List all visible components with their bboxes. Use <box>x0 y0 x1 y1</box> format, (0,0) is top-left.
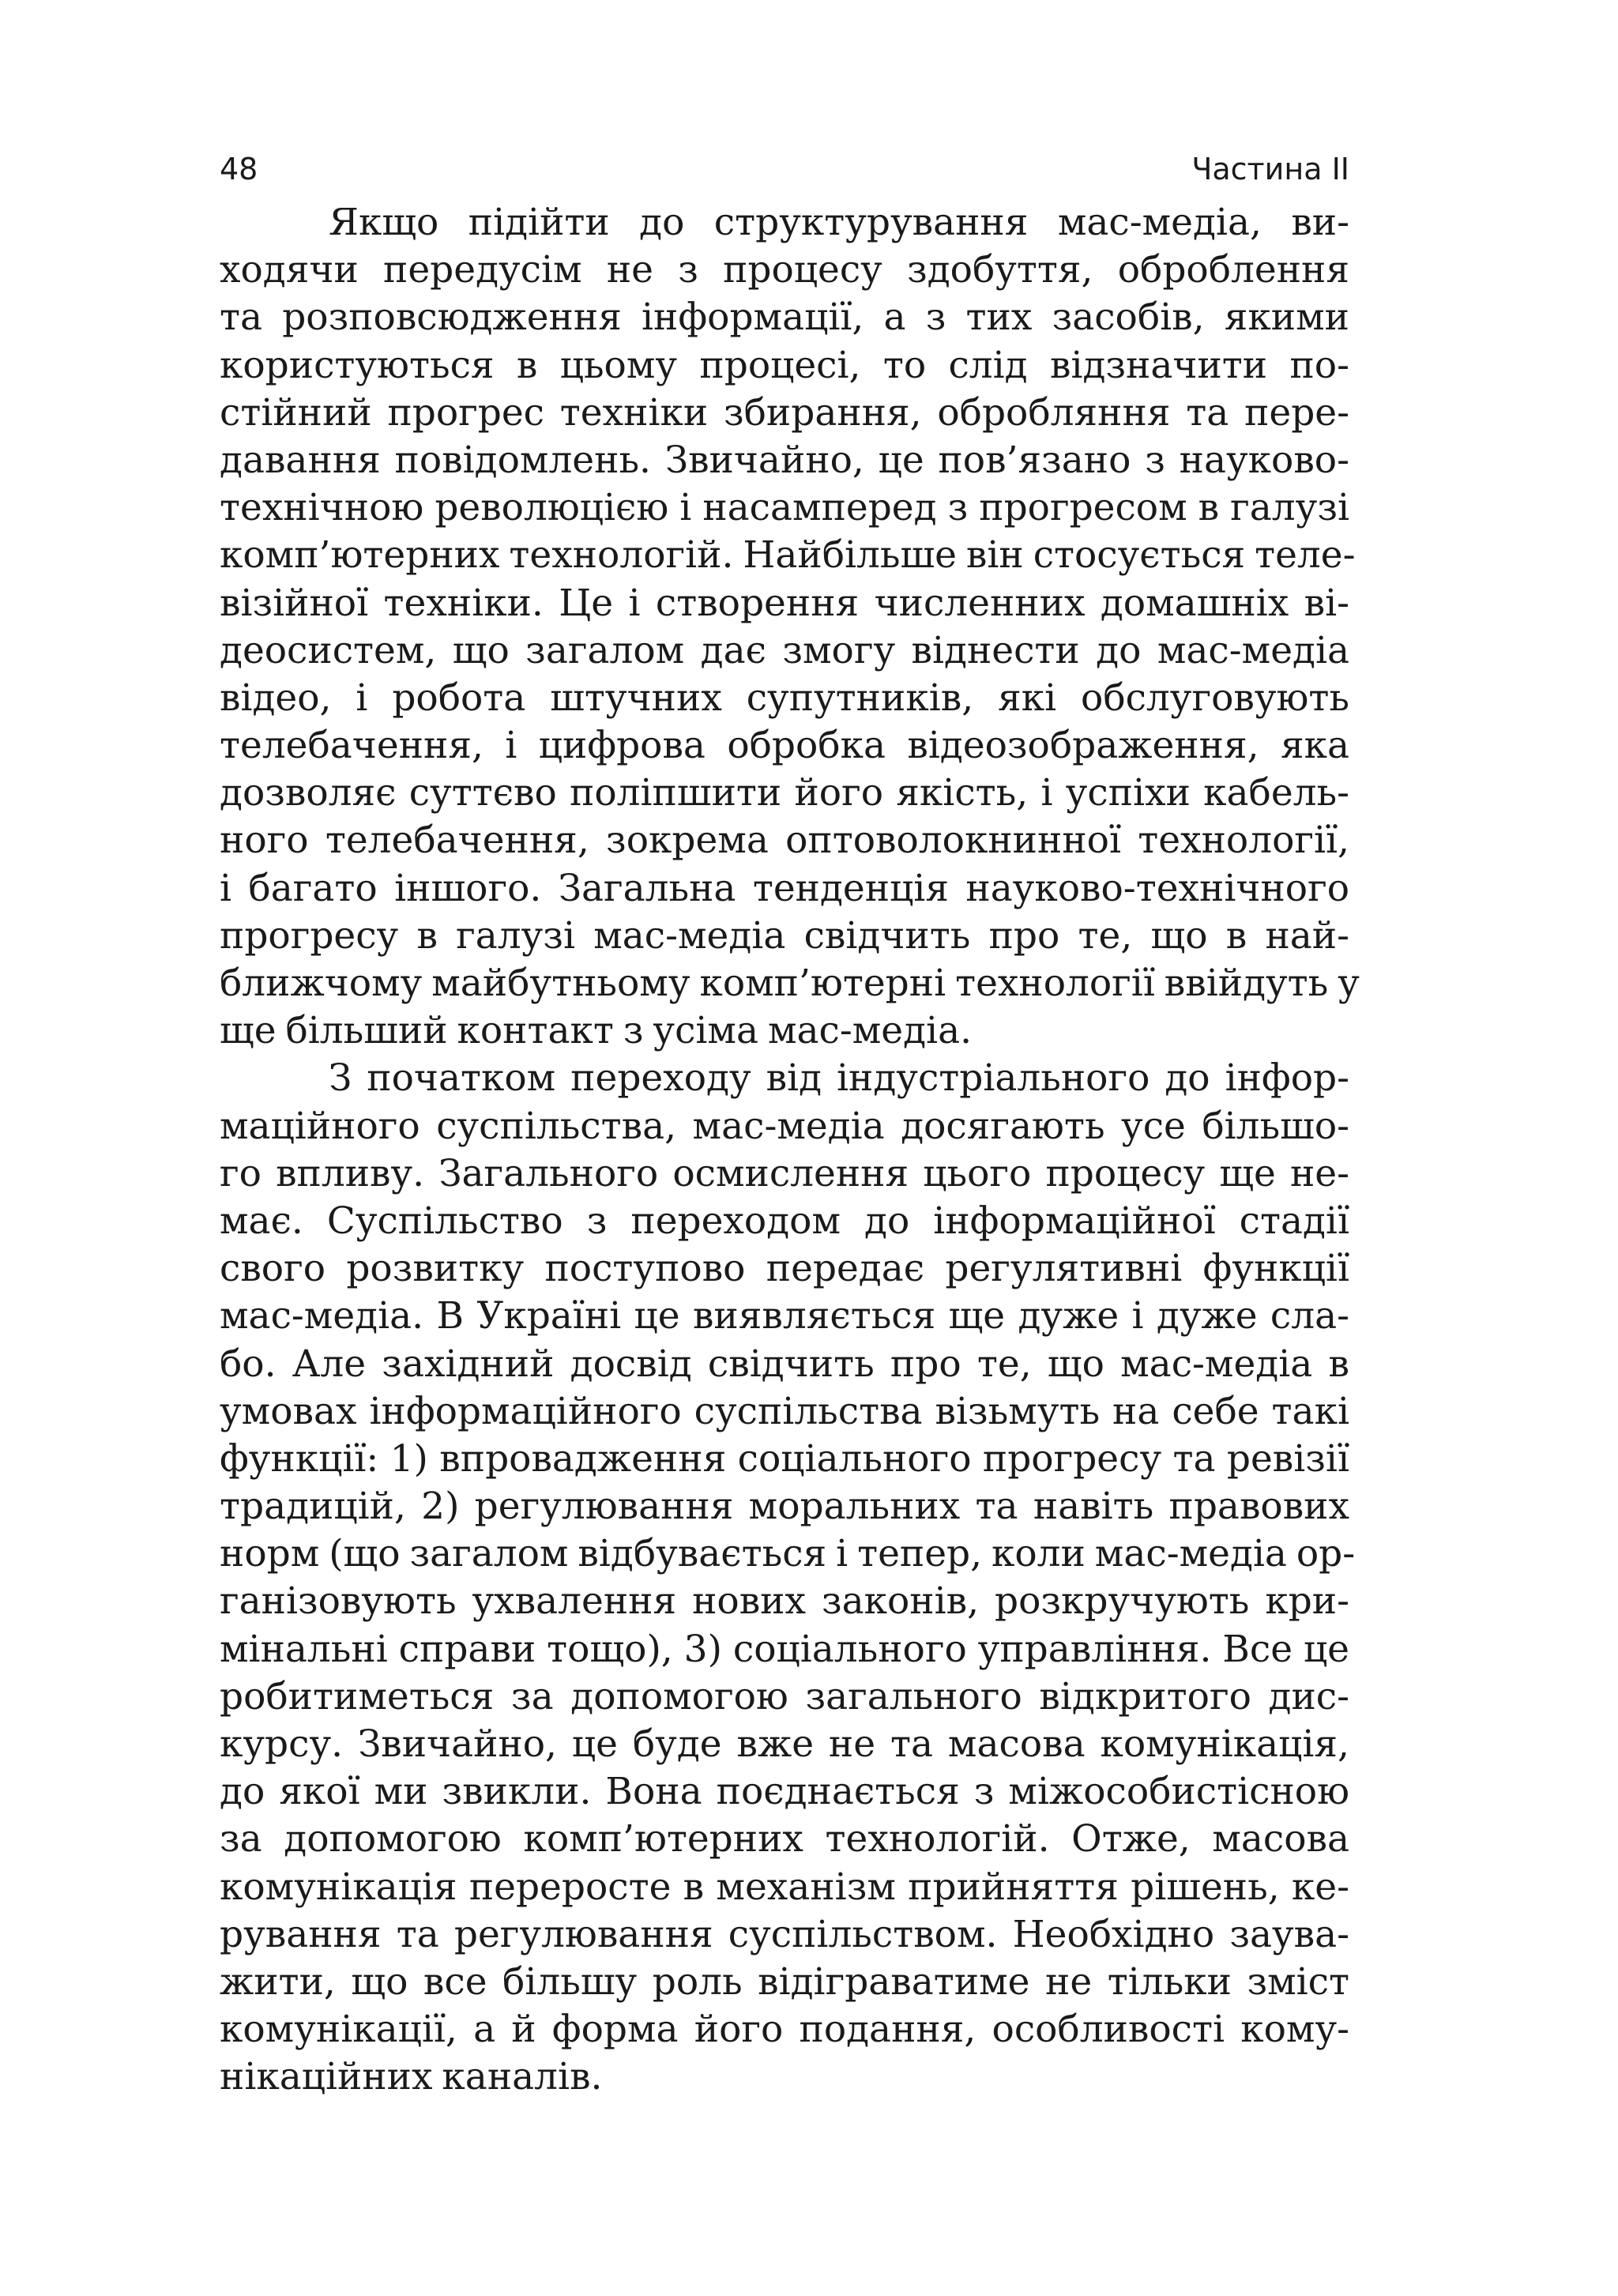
text-line: ного телебачення, зокрема оптоволокнинної технології, <box>220 819 1349 863</box>
text-line: робитиметься за допомогою загального відкритого дис- <box>220 1674 1349 1718</box>
text-line: до якої ми звикли. Вона поєднається з міжособистісною <box>220 1770 1349 1814</box>
text-line: традицій, 2) регулювання моральних та навіть правових <box>220 1485 1349 1529</box>
running-head <box>220 147 1349 191</box>
text-line: курсу. Звичайно, це буде вже не та масова комунікація, <box>220 1722 1349 1766</box>
text-line: комп’ютерних технологій. Найбільше він стосується теле- <box>220 533 1356 578</box>
text-line: комунікація переросте в механізм прийняття рішень, ке- <box>220 1865 1349 1909</box>
text-line: деосистем, що загалом дає змогу віднести до мас-медіа <box>220 628 1349 672</box>
text-line: ходячи передусім не з процесу здобуття, оброблення <box>220 248 1349 292</box>
text-line: норм (що загалом відбувається і тепер, коли мас-медіа ор- <box>220 1532 1356 1576</box>
text-line: рування та регулювання суспільством. Необхідно заува- <box>220 1912 1349 1956</box>
text-line: комунікації, а й форма його подання, особливості кому- <box>220 2008 1349 2052</box>
text-line: телебачення, і цифрова обробка відеозображення, яка <box>220 724 1349 768</box>
text-line: умовах інформаційного суспільства візьмуть на себе такі <box>220 1389 1349 1433</box>
text-line: мас-медіа. В Україні це виявляється ще дуже і дуже сла- <box>220 1294 1349 1338</box>
paragraph-2 <box>220 1055 1356 2101</box>
text-line: маційного суспільства, мас-медіа досягають усе більшо- <box>220 1104 1349 1148</box>
body-text <box>220 199 1360 2102</box>
text-line: відео, і робота штучних супутників, які обслуговують <box>220 676 1349 720</box>
page-number: 48 <box>220 152 258 186</box>
text-line: ближчому майбутньому комп’ютерні технології ввійдуть у <box>220 962 1360 1005</box>
text-line: давання повідомлень. Звичайно, це пов’язано з науково- <box>220 438 1349 482</box>
text-line: жити, що все більшу роль відіграватиме не тільки зміст <box>220 1959 1349 2004</box>
text-line: нікаційних каналів. <box>220 2055 603 2099</box>
text-line: З початком переходу від індустріального до інфор- <box>329 1056 1349 1101</box>
text-line: дозволяє суттєво поліпшити його якість, і успіхи кабель- <box>220 771 1349 815</box>
section-label: Частина II <box>1191 152 1349 186</box>
text-line: го впливу. Загального осмислення цього процесу ще не- <box>220 1151 1349 1195</box>
paragraph-1 <box>220 199 1360 1055</box>
text-line: і багато іншого. Загальна тенденція науково-технічного <box>220 866 1349 910</box>
text-line: технічною революцією і насамперед з прогресом в галузі <box>220 486 1349 530</box>
text-line: ще більший контакт з усіма мас-медіа. <box>220 1009 973 1053</box>
text-line: за допомогою комп’ютерних технологій. Отже, масова <box>220 1817 1349 1861</box>
text-line: мінальні справи тощо), 3) соціального управління. Все це <box>220 1627 1349 1671</box>
text-line: та розповсюдження інформації, а з тих засобів, якими <box>220 295 1349 340</box>
text-line: має. Суспільство з переходом до інформаційної стадії <box>220 1199 1349 1243</box>
text-line: ганізовують ухвалення нових законів, розкручують кри- <box>220 1579 1349 1624</box>
text-line: бо. Але західний досвід свідчить про те, що мас-медіа в <box>220 1342 1349 1386</box>
text-line: користуються в цьому процесі, то слід відзначити по- <box>220 343 1349 387</box>
text-line: стійний прогрес техніки збирання, обробляння та пере- <box>220 390 1349 435</box>
text-line: візійної техніки. Це і створення численних домашніх ві- <box>220 581 1349 625</box>
text-line: функції: 1) впровадження соціального прогресу та ревізії <box>220 1436 1349 1481</box>
text-line: Якщо підійти до структурування мас-медіа, ви- <box>329 201 1349 244</box>
text-line: свого розвитку поступово передає регулятивні функції <box>220 1247 1349 1291</box>
text-line: прогресу в галузі мас-медіа свідчить про те, що в най- <box>220 913 1349 958</box>
